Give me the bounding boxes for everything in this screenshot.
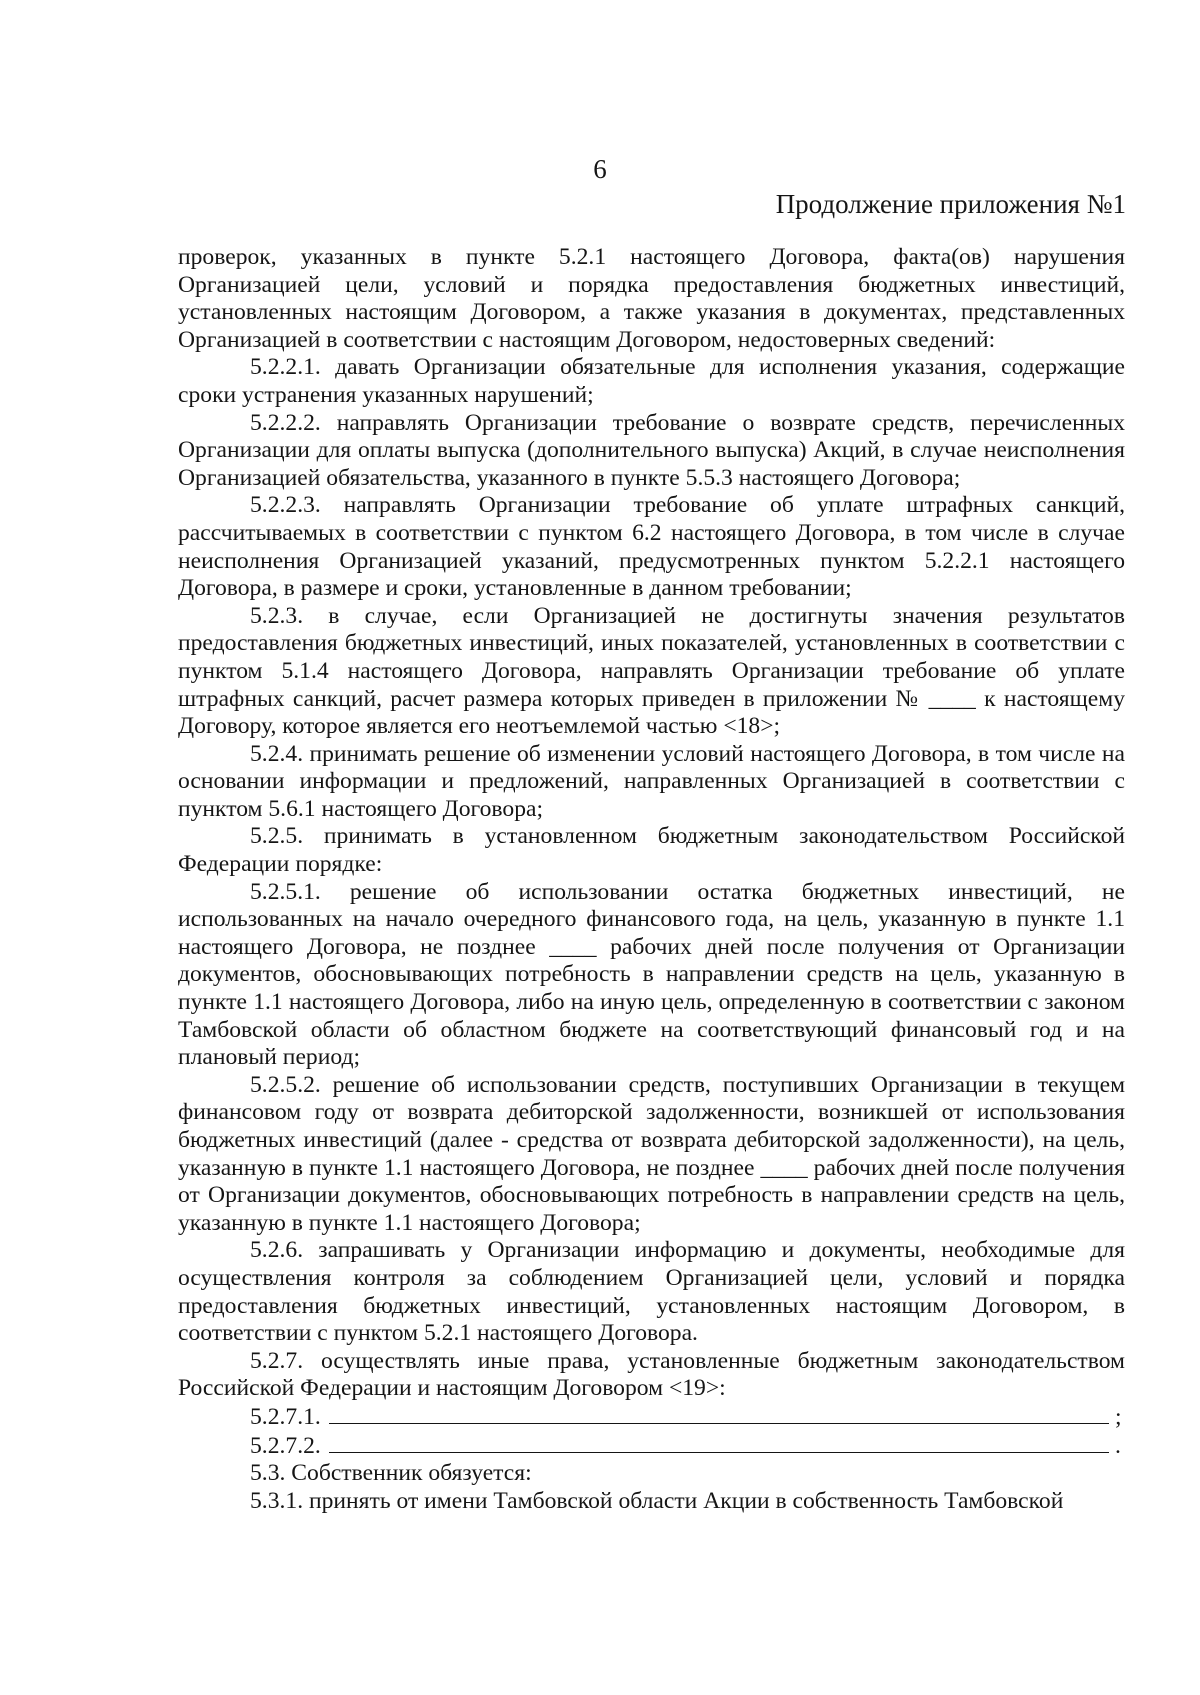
appendix-label: Продолжение приложения №1	[775, 189, 1126, 219]
document-body	[178, 244, 1125, 1515]
paragraph-5-2-5-2: 5.2.5.2. решение об использовании средств, поступивших Организации в текущем финансовом году от возврата дебиторской задолженности, возникшей от использования бюджетных инвестиций (далее - средства от возврата дебиторской задолженности), на цель, указанную в пункте 1.1 настоящего Договора, не позднее ____ рабочих дней после получения от Организации документов, обосновывающих потребность в направлении средств на цель, указанную в пункте 1.1 настоящего Договора;	[178, 1071, 1125, 1236]
paragraph-5-2-7: 5.2.7. осуществлять иные права, установленные бюджетным законодательством Российской Федерации и настоящим Договором <19>:	[178, 1347, 1125, 1402]
blank-item-5-2-7-2	[178, 1432, 1125, 1461]
blank-item-label: 5.2.7.1.	[250, 1403, 321, 1430]
blank-item-end: .	[1115, 1432, 1121, 1459]
blank-fill-line	[329, 1403, 1109, 1424]
blank-item-label: 5.2.7.2.	[250, 1432, 321, 1459]
paragraph-5-3-1: 5.3.1. принять от имени Тамбовской области Акции в собственность Тамбовской	[250, 1487, 1064, 1514]
paragraph-5-3: 5.3. Собственник обязуется:	[250, 1460, 532, 1487]
blank-item-end: ;	[1115, 1403, 1122, 1430]
paragraph-5-2-2-3: 5.2.2.3. направлять Организации требование об уплате штрафных санкций, рассчитываемых в соответствии с пунктом 6.2 настоящего Договора, в том числе в случае неисполнения Организацией указаний, предусмотренных пунктом 5.2.2.1 настоящего Договора, в размере и сроки, установленные в данном требовании;	[178, 492, 1125, 602]
paragraph-5-2-4: 5.2.4. принимать решение об изменении условий настоящего Договора, в том числе на основании информации и предложений, направленных Организацией в соответствии с пунктом 5.6.1 настоящего Договора;	[178, 740, 1125, 822]
blank-item-5-2-7-1	[178, 1403, 1125, 1432]
paragraph-5-2-5: 5.2.5. принимать в установленном бюджетным законодательством Российской Федерации порядке:	[178, 823, 1125, 878]
paragraph-5-2-2-2: 5.2.2.2. направлять Организации требование о возврате средств, перечисленных Организации для оплаты выпуска (дополнительного выпуска) Акций, в случае неисполнения Организацией обязательства, указанного в пункте 5.5.3 настоящего Договора;	[178, 409, 1125, 491]
paragraph-5-2-2-1: 5.2.2.1. давать Организации обязательные для исполнения указания, содержащие сроки устранения указанных нарушений;	[178, 354, 1125, 408]
paragraph-5-2-3: 5.2.3. в случае, если Организацией не достигнуты значения результатов предоставления бюджетных инвестиций, иных показателей, установленных в соответствии с пунктом 5.1.4 настоящего Договора, направлять Организации требование об уплате штрафных санкций, расчет размера которых приведен в приложении № ____ к настоящему Договору, которое является его неотъемлемой частью <18>;	[178, 602, 1125, 740]
paragraph-continuation: проверок, указанных в пункте 5.2.1 настоящего Договора, факта(ов) нарушения Организацией цели, условий и порядка предоставления бюджетных инвестиций, установленных настоящим Договором, а также указания в документах, представленных Организацией в соответствии с настоящим Договором, недостоверных сведений:	[178, 244, 1125, 353]
paragraph-5-2-6: 5.2.6. запрашивать у Организации информацию и документы, необходимые для осуществления контроля за соблюдением Организацией цели, условий и порядка предоставления бюджетных инвестиций, установленных настоящим Договором, в соответствии с пунктом 5.2.1 настоящего Договора.	[178, 1237, 1125, 1347]
blank-fill-line	[329, 1432, 1109, 1453]
paragraph-5-2-5-1: 5.2.5.1. решение об использовании остатка бюджетных инвестиций, не использованных на начало очередного финансового года, на цель, указанную в пункте 1.1 настоящего Договора, не позднее ____ рабочих дней после получения от Организации документов, обосновывающих потребность в направлении средств на цель, указанную в пункте 1.1 настоящего Договора, либо на иную цель, определенную в соответствии с законом Тамбовской области об областном бюджете на соответствующий финансовый год и на плановый период;	[178, 878, 1125, 1071]
page-number: 6	[593, 154, 607, 184]
